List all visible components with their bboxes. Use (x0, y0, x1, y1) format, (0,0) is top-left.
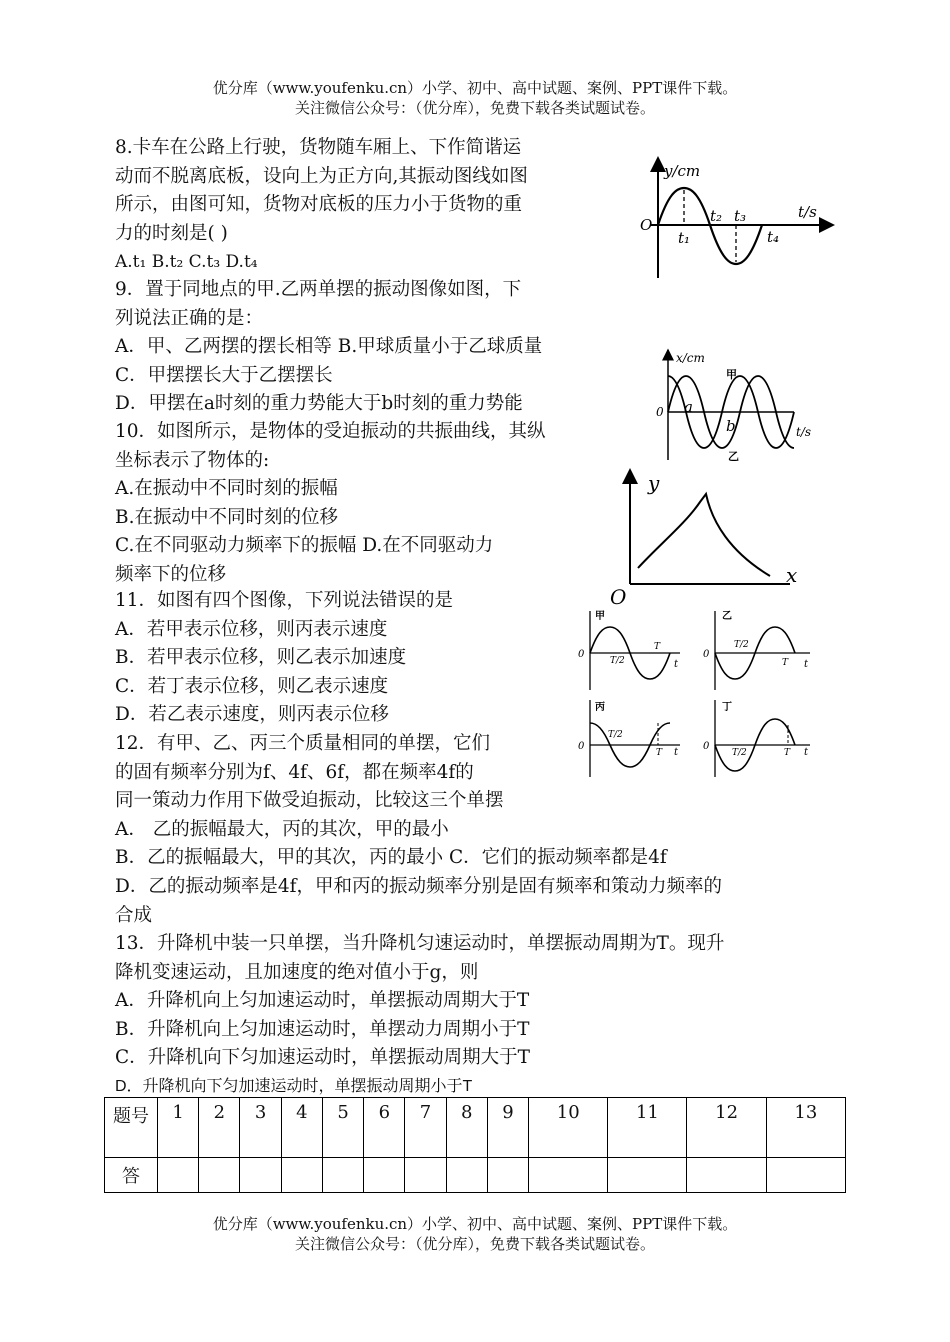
q9-line: C．甲摆摆长大于乙摆摆长 (115, 364, 333, 386)
q12-line: A． 乙的振幅最大，丙的其次，甲的最小 (115, 818, 449, 840)
q8-options: A.t₁ B.t₂ C.t₃ D.t₄ (115, 252, 258, 273)
table-number: 13 (766, 1098, 845, 1158)
x-label: t/s (798, 203, 817, 221)
t1-label: t₁ (678, 229, 691, 247)
q10-line: 频率下的位移 (115, 563, 227, 585)
q13-line: A．升降机向上匀加速运动时，单摆振动周期大于T (115, 990, 530, 1012)
q12-line: B．乙的振幅最大，甲的其次，丙的最小 C．它们的振动频率都是4f (115, 847, 667, 869)
half-period: T/2 (734, 640, 749, 650)
t4-label: t₄ (767, 228, 780, 246)
yi-label: 乙 (728, 450, 739, 463)
table-number: 1 (158, 1098, 199, 1158)
q9-line: D．甲摆在a时刻的重力势能大于b时刻的重力势能 (115, 393, 523, 415)
table-number: 3 (240, 1098, 281, 1158)
period: T (654, 642, 661, 652)
table-answer-label: 答 (105, 1158, 158, 1193)
period: T (782, 658, 789, 668)
y-label: y (648, 471, 660, 495)
q8-line: 所示，由图可知，货物对底板的压力小于货物的重 (115, 194, 523, 216)
answer-cell[interactable] (766, 1158, 845, 1193)
question-10 (115, 418, 546, 590)
answer-cell[interactable] (405, 1158, 446, 1193)
q12-line: 12．有甲、乙、丙三个质量相同的单摆，它们 (115, 733, 491, 754)
table-row (105, 1158, 846, 1193)
q10-line: 10．如图所示，是物体的受迫振动的共振曲线，其纵 (115, 421, 546, 442)
jia-label: 甲 (726, 368, 737, 381)
label-ding: 丁 (722, 702, 732, 713)
answer-cell[interactable] (199, 1158, 240, 1193)
q9-line: 列说法正确的是： (115, 307, 264, 329)
header-line-1: 优分库（www.youfenku.cn）小学、初中、高中试题、案例、PPT课件下载。 (212, 79, 738, 97)
q10-line: A.在振动中不同时刻的振幅 (115, 478, 338, 500)
t-label: t (804, 659, 809, 670)
t2-label: t₂ (710, 207, 723, 225)
footer-line-2: 关注微信公众号：（优分库），免费下载各类试题试卷。 (294, 1235, 655, 1253)
question-13 (115, 930, 724, 1102)
t-label: t (674, 659, 679, 670)
t-label: t (674, 747, 679, 758)
q13-line: C．升降机向下匀加速运动时，单摆振动周期大于T (115, 1047, 530, 1069)
table-number: 4 (281, 1098, 322, 1158)
q10-resonance-curve (600, 462, 810, 610)
q10-line: C.在不同驱动力频率下的振幅 D.在不同驱动力 (115, 535, 494, 557)
half-period: T/2 (608, 730, 623, 740)
q11-line: A．若甲表示位移，则丙表示速度 (115, 618, 388, 640)
table-number: 10 (529, 1098, 608, 1158)
answer-cell[interactable] (364, 1158, 405, 1193)
question-8 (115, 134, 528, 277)
table-number: 8 (446, 1098, 487, 1158)
answer-cell[interactable] (529, 1158, 608, 1193)
question-11 (115, 587, 453, 730)
period: T (784, 748, 791, 758)
q9-line: 9．置于同地点的甲.乙两单摆的振动图像如图，下 (115, 279, 522, 300)
graph-yi (703, 610, 810, 690)
q12-line: 的固有频率分别为f、4f、6f，都在频率4f的 (115, 761, 474, 783)
page-footer (0, 1214, 950, 1254)
origin: 0 (703, 649, 710, 660)
question-9 (115, 276, 542, 419)
q11-line: 11．如图有四个图像，下列说法错误的是 (115, 590, 454, 611)
origin: 0 (703, 741, 710, 752)
y-label: y/cm (664, 162, 701, 180)
q11-line: D．若乙表示速度，则丙表示位移 (115, 704, 389, 726)
table-number: 2 (199, 1098, 240, 1158)
answer-cell[interactable] (608, 1158, 687, 1193)
answer-cell[interactable] (687, 1158, 766, 1193)
header-line-2: 关注微信公众号：（优分库），免费下载各类试题试卷。 (294, 99, 655, 117)
table-number: 12 (687, 1098, 766, 1158)
q8-line: 8.卡车在公路上行驶，货物随车厢上、下作简谐运 (115, 137, 522, 158)
q9-pendulum-graph (654, 346, 824, 464)
table-number: 11 (608, 1098, 687, 1158)
label-bing: 丙 (595, 702, 605, 713)
resonance-curve (638, 494, 770, 576)
q13-line: 降机变速运动，且加速度的绝对值小于g，则 (115, 961, 479, 983)
q10-line: 坐标表示了物体的: (115, 449, 270, 471)
question-12 (115, 730, 722, 930)
t3-label: t₃ (734, 207, 747, 225)
origin: 0 (578, 741, 585, 752)
q8-line: 力的时刻是( ) (115, 222, 228, 244)
answer-cell[interactable] (281, 1158, 322, 1193)
answer-cell[interactable] (158, 1158, 199, 1193)
origin-label: O (610, 585, 627, 609)
q10-line: B.在振动中不同时刻的位移 (115, 506, 338, 528)
footer-line-1: 优分库（www.youfenku.cn）小学、初中、高中试题、案例、PPT课件下载。 (212, 1215, 738, 1233)
origin: 0 (578, 649, 585, 660)
half-period: T/2 (732, 748, 747, 758)
table-number: 7 (405, 1098, 446, 1158)
q13-line: B．升降机向上匀加速运动时，单摆动力周期小于T (115, 1018, 530, 1040)
q12-line: 同一策动力作用下做受迫振动，比较这三个单摆 (115, 790, 504, 812)
q9-line: A．甲、乙两摆的摆长相等 B.甲球质量小于乙球质量 (115, 336, 543, 358)
label-jia: 甲 (595, 611, 605, 622)
origin-label: O (640, 216, 653, 234)
table-number: 9 (487, 1098, 528, 1158)
table-number: 6 (364, 1098, 405, 1158)
answer-cell[interactable] (487, 1158, 528, 1193)
label-yi: 乙 (722, 611, 732, 622)
answer-table (104, 1097, 846, 1193)
x-label: t/s (796, 425, 812, 439)
point-b: b (726, 417, 736, 435)
page-header (0, 78, 950, 118)
q13-line: D．升降机向下匀加速运动时，单摆振动周期小于T (115, 1077, 473, 1095)
answer-cell[interactable] (322, 1158, 363, 1193)
q11-line: B．若甲表示位移，则乙表示加速度 (115, 647, 407, 669)
q11-line: C．若丁表示位移，则乙表示速度 (115, 675, 389, 697)
q8-line: 动而不脱离底板，设向上为正方向,其振动图线如图 (115, 165, 528, 187)
table-number: 5 (322, 1098, 363, 1158)
answer-cell[interactable] (446, 1158, 487, 1193)
graph-jia (578, 610, 680, 690)
x-label: x (786, 563, 798, 587)
y-label: x/cm (676, 351, 705, 365)
q13-line: 13．升降机中装一只单摆，当升降机匀速运动时，单摆振动周期为T。现升 (115, 933, 725, 954)
table-head-label: 题号 (105, 1098, 158, 1158)
q12-line: 合成 (115, 904, 153, 926)
table-row (105, 1098, 846, 1158)
answer-cell[interactable] (240, 1158, 281, 1193)
q8-vibration-graph (628, 150, 838, 280)
period: T (656, 748, 663, 758)
point-a: a (684, 398, 693, 416)
origin-label: 0 (656, 405, 664, 419)
t-label: t (804, 747, 809, 758)
half-period: T/2 (610, 656, 625, 666)
q12-line: D．乙的振动频率是4f，甲和丙的振动频率分别是固有频率和策动力频率的 (115, 875, 722, 897)
